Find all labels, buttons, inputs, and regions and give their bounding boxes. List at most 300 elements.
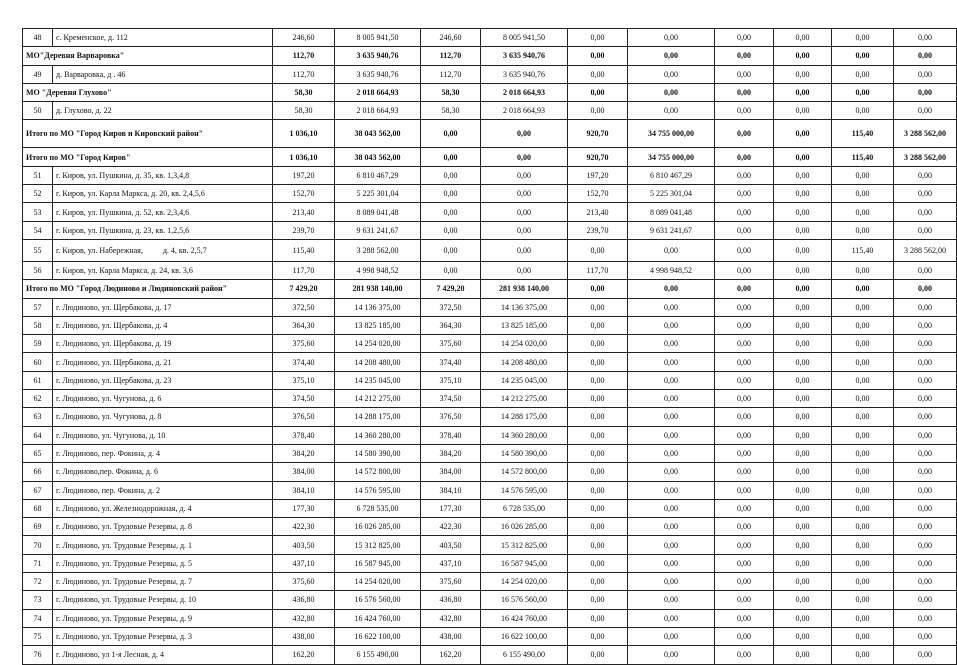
table-row bbox=[23, 298, 957, 316]
subtotal-label: Итого по МО "Город Киров и Кировский район" bbox=[23, 120, 273, 148]
table-row bbox=[23, 353, 957, 371]
value-cell: 0,00 bbox=[894, 463, 957, 481]
value-cell: 0,00 bbox=[894, 298, 957, 316]
value-cell: 0,00 bbox=[715, 221, 774, 239]
value-cell: 0,00 bbox=[715, 554, 774, 572]
value-cell: 0,00 bbox=[832, 481, 894, 499]
value-cell: 112,70 bbox=[421, 65, 481, 83]
value-cell: 0,00 bbox=[894, 203, 957, 221]
value-cell: 0,00 bbox=[715, 166, 774, 184]
value-cell: 14 580 390,00 bbox=[335, 444, 421, 462]
row-number: 75 bbox=[23, 627, 53, 645]
value-cell: 0,00 bbox=[715, 83, 774, 101]
value-cell: 0,00 bbox=[421, 185, 481, 203]
value-cell: 0,00 bbox=[774, 298, 832, 316]
table-row bbox=[23, 29, 957, 47]
value-cell: 0,00 bbox=[894, 444, 957, 462]
value-cell: 8 089 041,48 bbox=[628, 203, 715, 221]
value-cell: 281 938 140,00 bbox=[481, 280, 568, 298]
subtotal-label: МО"Деревня Варваровка" bbox=[23, 47, 273, 65]
row-number: 76 bbox=[23, 646, 53, 664]
value-cell: 0,00 bbox=[421, 148, 481, 166]
value-cell: 384,20 bbox=[421, 444, 481, 462]
value-cell: 0,00 bbox=[894, 221, 957, 239]
value-cell: 0,00 bbox=[628, 499, 715, 517]
value-cell: 58,30 bbox=[421, 83, 481, 101]
value-cell: 0,00 bbox=[832, 185, 894, 203]
value-cell: 0,00 bbox=[832, 83, 894, 101]
subtotal-row bbox=[23, 148, 957, 166]
row-number: 64 bbox=[23, 426, 53, 444]
value-cell: 213,40 bbox=[273, 203, 335, 221]
address-cell: г. Людиново, ул. Щербакова, д. 17 bbox=[53, 298, 273, 316]
subtotal-row bbox=[23, 280, 957, 298]
value-cell: 3 635 940,76 bbox=[335, 65, 421, 83]
value-cell: 16 587 945,00 bbox=[481, 554, 568, 572]
address-cell: г. Людиново, ул. Трудовые Резервы, д. 3 bbox=[53, 627, 273, 645]
value-cell: 0,00 bbox=[894, 518, 957, 536]
row-number: 72 bbox=[23, 573, 53, 591]
value-cell: 0,00 bbox=[832, 463, 894, 481]
table-row bbox=[23, 463, 957, 481]
value-cell: 152,70 bbox=[273, 185, 335, 203]
row-number: 71 bbox=[23, 554, 53, 572]
value-cell: 0,00 bbox=[894, 591, 957, 609]
value-cell: 7 429,20 bbox=[421, 280, 481, 298]
address-cell: г. Людиново, пер. Фокина, д. 4 bbox=[53, 444, 273, 462]
value-cell: 0,00 bbox=[894, 573, 957, 591]
value-cell: 117,70 bbox=[273, 261, 335, 279]
value-cell: 0,00 bbox=[481, 120, 568, 148]
value-cell: 0,00 bbox=[568, 554, 628, 572]
value-cell: 2 018 664,93 bbox=[481, 102, 568, 120]
value-cell: 0,00 bbox=[715, 591, 774, 609]
value-cell: 13 825 185,00 bbox=[335, 316, 421, 334]
value-cell: 0,00 bbox=[421, 120, 481, 148]
address-cell: г. Людиново, ул. Щербакова, д. 23 bbox=[53, 371, 273, 389]
value-cell: 0,00 bbox=[628, 426, 715, 444]
value-cell: 0,00 bbox=[715, 280, 774, 298]
value-cell: 8 005 941,50 bbox=[481, 29, 568, 47]
value-cell: 115,40 bbox=[832, 120, 894, 148]
value-cell: 0,00 bbox=[894, 426, 957, 444]
value-cell: 0,00 bbox=[628, 316, 715, 334]
row-number: 70 bbox=[23, 536, 53, 554]
value-cell: 0,00 bbox=[774, 481, 832, 499]
value-cell: 0,00 bbox=[481, 239, 568, 261]
value-cell: 0,00 bbox=[481, 148, 568, 166]
value-cell: 0,00 bbox=[774, 166, 832, 184]
value-cell: 0,00 bbox=[628, 239, 715, 261]
value-cell: 0,00 bbox=[774, 463, 832, 481]
value-cell: 58,30 bbox=[273, 102, 335, 120]
value-cell: 0,00 bbox=[715, 148, 774, 166]
value-cell: 0,00 bbox=[568, 426, 628, 444]
value-cell: 364,30 bbox=[421, 316, 481, 334]
value-cell: 0,00 bbox=[832, 280, 894, 298]
value-cell: 0,00 bbox=[568, 390, 628, 408]
table-row bbox=[23, 102, 957, 120]
address-cell: г. Людиново, ул 1-я Лесная, д. 4 bbox=[53, 646, 273, 664]
value-cell: 0,00 bbox=[421, 203, 481, 221]
row-number: 68 bbox=[23, 499, 53, 517]
value-cell: 0,00 bbox=[628, 536, 715, 554]
row-number: 66 bbox=[23, 463, 53, 481]
value-cell: 112,70 bbox=[273, 65, 335, 83]
value-cell: 0,00 bbox=[628, 646, 715, 664]
address-cell: г. Киров, ул. Карла Маркса, д. 24, кв. 3,6 bbox=[53, 261, 273, 279]
value-cell: 0,00 bbox=[628, 573, 715, 591]
address-cell: г. Людиново, ул. Щербакова, д. 4 bbox=[53, 316, 273, 334]
table-row bbox=[23, 536, 957, 554]
value-cell: 6 155 490,00 bbox=[481, 646, 568, 664]
row-number: 74 bbox=[23, 609, 53, 627]
value-cell: 14 208 480,00 bbox=[481, 353, 568, 371]
value-cell: 34 755 000,00 bbox=[628, 120, 715, 148]
address-cell: г. Людиново, ул. Чугунова, д. 8 bbox=[53, 408, 273, 426]
value-cell: 403,50 bbox=[421, 536, 481, 554]
value-cell: 0,00 bbox=[715, 627, 774, 645]
value-cell: 0,00 bbox=[774, 335, 832, 353]
value-cell: 0,00 bbox=[832, 353, 894, 371]
value-cell: 0,00 bbox=[894, 554, 957, 572]
row-number: 56 bbox=[23, 261, 53, 279]
value-cell: 0,00 bbox=[774, 591, 832, 609]
value-cell: 4 998 948,52 bbox=[335, 261, 421, 279]
value-cell: 117,70 bbox=[568, 261, 628, 279]
value-cell: 374,50 bbox=[421, 390, 481, 408]
value-cell: 0,00 bbox=[894, 335, 957, 353]
value-cell: 0,00 bbox=[568, 335, 628, 353]
value-cell: 0,00 bbox=[715, 536, 774, 554]
value-cell: 16 576 560,00 bbox=[481, 591, 568, 609]
value-cell: 0,00 bbox=[628, 390, 715, 408]
value-cell: 0,00 bbox=[894, 316, 957, 334]
value-cell: 0,00 bbox=[894, 65, 957, 83]
value-cell: 0,00 bbox=[628, 280, 715, 298]
value-cell: 0,00 bbox=[715, 426, 774, 444]
value-cell: 432,80 bbox=[273, 609, 335, 627]
value-cell: 3 635 940,76 bbox=[481, 65, 568, 83]
value-cell: 0,00 bbox=[628, 353, 715, 371]
subtotal-row bbox=[23, 83, 957, 101]
value-cell: 2 018 664,93 bbox=[335, 83, 421, 101]
value-cell: 0,00 bbox=[774, 444, 832, 462]
value-cell: 374,50 bbox=[273, 390, 335, 408]
value-cell: 6 728 535,00 bbox=[335, 499, 421, 517]
address-cell: г. Киров, ул. Пушкина, д. 35, кв. 1,3,4,8 bbox=[53, 166, 273, 184]
value-cell: 0,00 bbox=[774, 148, 832, 166]
value-cell: 177,30 bbox=[421, 499, 481, 517]
value-cell: 0,00 bbox=[568, 463, 628, 481]
row-number: 49 bbox=[23, 65, 53, 83]
value-cell: 0,00 bbox=[481, 185, 568, 203]
value-cell: 0,00 bbox=[568, 298, 628, 316]
value-cell: 239,70 bbox=[273, 221, 335, 239]
row-number: 58 bbox=[23, 316, 53, 334]
subtotal-label: МО "Деревня Глухово" bbox=[23, 83, 273, 101]
value-cell: 0,00 bbox=[715, 371, 774, 389]
value-cell: 0,00 bbox=[894, 353, 957, 371]
table-row bbox=[23, 335, 957, 353]
value-cell: 436,80 bbox=[273, 591, 335, 609]
value-cell: 372,50 bbox=[421, 298, 481, 316]
value-cell: 0,00 bbox=[568, 83, 628, 101]
value-cell: 384,10 bbox=[421, 481, 481, 499]
value-cell: 14 235 045,00 bbox=[481, 371, 568, 389]
table-row bbox=[23, 65, 957, 83]
row-number: 67 bbox=[23, 481, 53, 499]
row-number: 62 bbox=[23, 390, 53, 408]
table-row bbox=[23, 166, 957, 184]
value-cell: 2 018 664,93 bbox=[481, 83, 568, 101]
value-cell: 0,00 bbox=[774, 646, 832, 664]
table-row bbox=[23, 316, 957, 334]
value-cell: 0,00 bbox=[774, 573, 832, 591]
value-cell: 246,60 bbox=[273, 29, 335, 47]
value-cell: 0,00 bbox=[894, 481, 957, 499]
value-cell: 38 043 562,00 bbox=[335, 120, 421, 148]
value-cell: 0,00 bbox=[832, 627, 894, 645]
value-cell: 115,40 bbox=[832, 239, 894, 261]
value-cell: 0,00 bbox=[832, 573, 894, 591]
value-cell: 0,00 bbox=[832, 518, 894, 536]
value-cell: 0,00 bbox=[894, 83, 957, 101]
address-cell: г. Людиново, ул. Трудовые Резервы, д. 9 bbox=[53, 609, 273, 627]
value-cell: 0,00 bbox=[421, 166, 481, 184]
value-cell: 437,10 bbox=[273, 554, 335, 572]
value-cell: 0,00 bbox=[894, 499, 957, 517]
value-cell: 375,10 bbox=[273, 371, 335, 389]
value-cell: 112,70 bbox=[273, 47, 335, 65]
value-cell: 14 360 280,00 bbox=[335, 426, 421, 444]
value-cell: 14 288 175,00 bbox=[335, 408, 421, 426]
value-cell: 14 136 375,00 bbox=[335, 298, 421, 316]
value-cell: 0,00 bbox=[568, 444, 628, 462]
value-cell: 0,00 bbox=[628, 554, 715, 572]
value-cell: 0,00 bbox=[774, 280, 832, 298]
table-row bbox=[23, 261, 957, 279]
value-cell: 432,80 bbox=[421, 609, 481, 627]
value-cell: 34 755 000,00 bbox=[628, 148, 715, 166]
value-cell: 0,00 bbox=[774, 203, 832, 221]
value-cell: 0,00 bbox=[568, 371, 628, 389]
value-cell: 0,00 bbox=[832, 316, 894, 334]
value-cell: 0,00 bbox=[894, 29, 957, 47]
value-cell: 0,00 bbox=[832, 261, 894, 279]
value-cell: 372,50 bbox=[273, 298, 335, 316]
row-number: 61 bbox=[23, 371, 53, 389]
value-cell: 112,70 bbox=[421, 47, 481, 65]
value-cell: 0,00 bbox=[774, 390, 832, 408]
value-cell: 0,00 bbox=[894, 261, 957, 279]
value-cell: 14 572 800,00 bbox=[335, 463, 421, 481]
value-cell: 0,00 bbox=[832, 29, 894, 47]
value-cell: 0,00 bbox=[628, 609, 715, 627]
value-cell: 15 312 825,00 bbox=[481, 536, 568, 554]
address-cell: с. Кременское, д. 112 bbox=[53, 29, 273, 47]
value-cell: 0,00 bbox=[715, 261, 774, 279]
value-cell: 0,00 bbox=[774, 102, 832, 120]
value-cell: 375,60 bbox=[273, 335, 335, 353]
value-cell: 0,00 bbox=[774, 426, 832, 444]
value-cell: 15 312 825,00 bbox=[335, 536, 421, 554]
value-cell: 0,00 bbox=[774, 499, 832, 517]
value-cell: 0,00 bbox=[628, 83, 715, 101]
address-cell: г. Киров, ул. Пушкина, д. 23, кв. 1,2,5,6 bbox=[53, 221, 273, 239]
value-cell: 0,00 bbox=[894, 166, 957, 184]
row-number: 73 bbox=[23, 591, 53, 609]
table-row bbox=[23, 646, 957, 664]
value-cell: 376,50 bbox=[273, 408, 335, 426]
value-cell: 14 572 800,00 bbox=[481, 463, 568, 481]
value-cell: 14 254 020,00 bbox=[481, 335, 568, 353]
table-row bbox=[23, 499, 957, 517]
address-cell: г. Людиново, ул. Щербакова, д. 21 bbox=[53, 353, 273, 371]
value-cell: 0,00 bbox=[774, 221, 832, 239]
row-number: 60 bbox=[23, 353, 53, 371]
row-number: 51 bbox=[23, 166, 53, 184]
table-row bbox=[23, 203, 957, 221]
value-cell: 0,00 bbox=[568, 65, 628, 83]
value-cell: 0,00 bbox=[832, 166, 894, 184]
value-cell: 14 235 045,00 bbox=[335, 371, 421, 389]
row-number: 63 bbox=[23, 408, 53, 426]
table-row bbox=[23, 481, 957, 499]
value-cell: 6 810 467,29 bbox=[335, 166, 421, 184]
value-cell: 0,00 bbox=[715, 609, 774, 627]
row-number: 50 bbox=[23, 102, 53, 120]
value-cell: 0,00 bbox=[774, 518, 832, 536]
value-cell: 0,00 bbox=[832, 390, 894, 408]
value-cell: 438,00 bbox=[273, 627, 335, 645]
value-cell: 0,00 bbox=[774, 371, 832, 389]
value-cell: 162,20 bbox=[273, 646, 335, 664]
value-cell: 0,00 bbox=[715, 120, 774, 148]
value-cell: 0,00 bbox=[715, 463, 774, 481]
value-cell: 0,00 bbox=[568, 573, 628, 591]
value-cell: 0,00 bbox=[894, 609, 957, 627]
value-cell: 0,00 bbox=[715, 298, 774, 316]
value-cell: 0,00 bbox=[894, 390, 957, 408]
table-row bbox=[23, 239, 957, 261]
value-cell: 0,00 bbox=[832, 646, 894, 664]
value-cell: 0,00 bbox=[568, 408, 628, 426]
table-row bbox=[23, 221, 957, 239]
value-cell: 384,00 bbox=[421, 463, 481, 481]
table-row bbox=[23, 573, 957, 591]
value-cell: 376,50 bbox=[421, 408, 481, 426]
value-cell: 3 635 940,76 bbox=[335, 47, 421, 65]
value-cell: 364,30 bbox=[273, 316, 335, 334]
value-cell: 0,00 bbox=[894, 646, 957, 664]
address-cell: г. Людиново, пер. Фокина, д. 2 bbox=[53, 481, 273, 499]
value-cell: 3 288 562,00 bbox=[894, 148, 957, 166]
value-cell: 0,00 bbox=[832, 536, 894, 554]
value-cell: 0,00 bbox=[715, 408, 774, 426]
value-cell: 0,00 bbox=[832, 609, 894, 627]
value-cell: 0,00 bbox=[715, 444, 774, 462]
value-cell: 0,00 bbox=[481, 166, 568, 184]
value-cell: 0,00 bbox=[774, 408, 832, 426]
value-cell: 115,40 bbox=[832, 148, 894, 166]
address-cell: д. Глухово, д. 22 bbox=[53, 102, 273, 120]
subtotal-row bbox=[23, 47, 957, 65]
value-cell: 375,60 bbox=[421, 573, 481, 591]
table-row bbox=[23, 185, 957, 203]
value-cell: 14 208 480,00 bbox=[335, 353, 421, 371]
address-cell: г. Людиново, ул. Железнодорожная, д. 4 bbox=[53, 499, 273, 517]
value-cell: 0,00 bbox=[715, 518, 774, 536]
value-cell: 920,70 bbox=[568, 148, 628, 166]
value-cell: 0,00 bbox=[715, 239, 774, 261]
value-cell: 0,00 bbox=[628, 29, 715, 47]
value-cell: 0,00 bbox=[832, 499, 894, 517]
value-cell: 0,00 bbox=[774, 47, 832, 65]
value-cell: 152,70 bbox=[568, 185, 628, 203]
value-cell: 281 938 140,00 bbox=[335, 280, 421, 298]
value-cell: 0,00 bbox=[628, 371, 715, 389]
address-cell: д. Варваровка, д . 46 bbox=[53, 65, 273, 83]
value-cell: 14 212 275,00 bbox=[335, 390, 421, 408]
value-cell: 3 288 562,00 bbox=[894, 239, 957, 261]
value-cell: 3 288 562,00 bbox=[894, 120, 957, 148]
address-cell: г. Людиново, ул. Трудовые Резервы, д. 5 bbox=[53, 554, 273, 572]
value-cell: 0,00 bbox=[568, 29, 628, 47]
value-cell: 1 036,10 bbox=[273, 120, 335, 148]
value-cell: 58,30 bbox=[273, 83, 335, 101]
value-cell: 0,00 bbox=[568, 609, 628, 627]
address-cell: г. Киров, ул. Пушкина, д. 52, кв. 2,3,4,6 bbox=[53, 203, 273, 221]
value-cell: 197,20 bbox=[273, 166, 335, 184]
row-number: 69 bbox=[23, 518, 53, 536]
value-cell: 374,40 bbox=[273, 353, 335, 371]
row-number: 52 bbox=[23, 185, 53, 203]
row-number: 65 bbox=[23, 444, 53, 462]
value-cell: 0,00 bbox=[628, 335, 715, 353]
value-cell: 375,60 bbox=[273, 573, 335, 591]
value-cell: 14 136 375,00 bbox=[481, 298, 568, 316]
value-cell: 0,00 bbox=[715, 47, 774, 65]
value-cell: 0,00 bbox=[774, 261, 832, 279]
value-cell: 0,00 bbox=[628, 444, 715, 462]
value-cell: 0,00 bbox=[568, 646, 628, 664]
value-cell: 422,30 bbox=[273, 518, 335, 536]
value-cell: 6 155 490,00 bbox=[335, 646, 421, 664]
value-cell: 0,00 bbox=[568, 239, 628, 261]
value-cell: 0,00 bbox=[715, 316, 774, 334]
value-cell: 0,00 bbox=[774, 239, 832, 261]
value-cell: 0,00 bbox=[894, 371, 957, 389]
value-cell: 0,00 bbox=[715, 646, 774, 664]
value-cell: 16 576 560,00 bbox=[335, 591, 421, 609]
value-cell: 0,00 bbox=[628, 102, 715, 120]
value-cell: 0,00 bbox=[774, 627, 832, 645]
value-cell: 13 825 185,00 bbox=[481, 316, 568, 334]
value-cell: 0,00 bbox=[774, 185, 832, 203]
value-cell: 246,60 bbox=[421, 29, 481, 47]
value-cell: 14 360 280,00 bbox=[481, 426, 568, 444]
value-cell: 0,00 bbox=[568, 47, 628, 65]
value-cell: 14 288 175,00 bbox=[481, 408, 568, 426]
value-cell: 0,00 bbox=[568, 627, 628, 645]
value-cell: 0,00 bbox=[715, 499, 774, 517]
table-row bbox=[23, 554, 957, 572]
value-cell: 0,00 bbox=[894, 536, 957, 554]
subtotal-label: Итого по МО "Город Киров" bbox=[23, 148, 273, 166]
row-number: 57 bbox=[23, 298, 53, 316]
value-cell: 437,10 bbox=[421, 554, 481, 572]
